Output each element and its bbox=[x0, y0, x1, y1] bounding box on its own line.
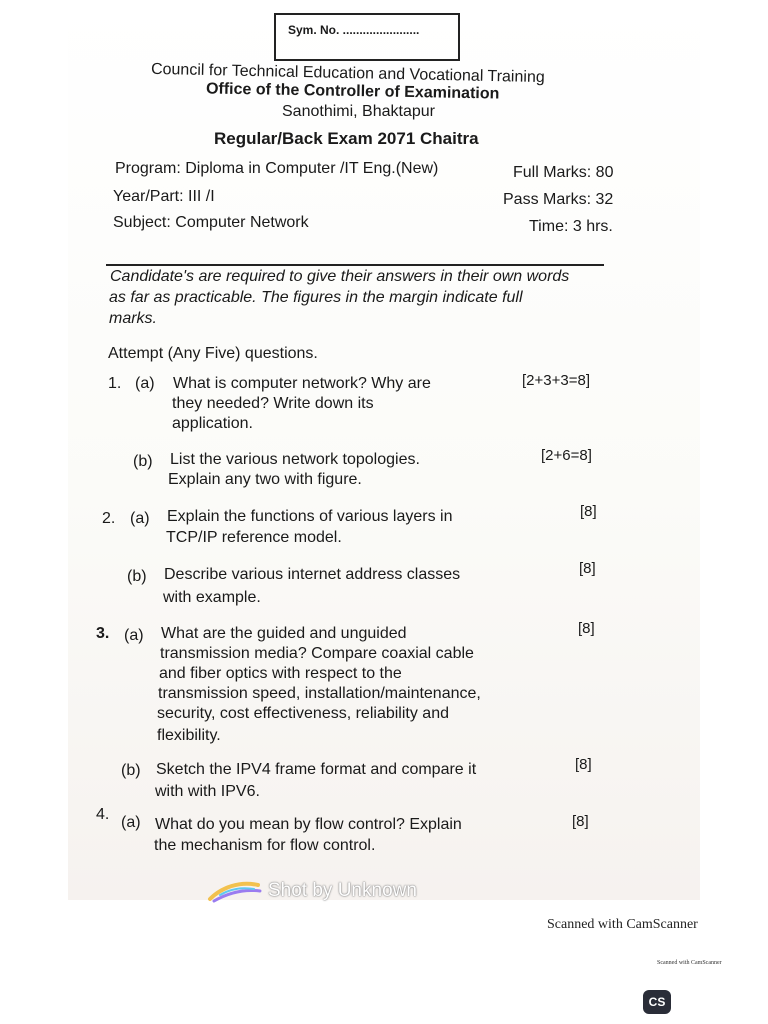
scanner-credit-small: Scanned with CamScanner bbox=[657, 960, 722, 966]
question-number: 1. bbox=[108, 375, 122, 392]
question-text: List the various network topologies. bbox=[170, 451, 420, 468]
attempt-instruction: Attempt (Any Five) questions. bbox=[108, 345, 318, 362]
question-marks: [2+6=8] bbox=[541, 447, 592, 464]
question-text: the mechanism for flow control. bbox=[154, 837, 376, 854]
exam-title: Regular/Back Exam 2071 Chaitra bbox=[214, 129, 479, 148]
question-text: with with IPV6. bbox=[155, 783, 260, 800]
question-marks: [8] bbox=[580, 503, 597, 520]
watermark-text: Shot by Unknown bbox=[268, 880, 417, 901]
question-text: transmission speed, installation/maintenance, bbox=[158, 685, 481, 702]
instruction-line-1: Candidate's are required to give their answers in their own words bbox=[110, 268, 570, 285]
subject: Subject: Computer Network bbox=[113, 214, 309, 231]
question-text: with example. bbox=[163, 589, 261, 606]
subquestion-label: (a) bbox=[121, 814, 141, 831]
question-text: Sketch the IPV4 frame format and compare it bbox=[156, 761, 477, 778]
instruction-line-3: marks. bbox=[109, 310, 157, 327]
question-number: 3. bbox=[96, 625, 110, 642]
question-text: security, cost effectiveness, reliability and bbox=[157, 705, 449, 722]
question-text: What is computer network? Why are bbox=[173, 375, 431, 392]
subquestion-label: (b) bbox=[133, 453, 153, 470]
subquestion-label: (a) bbox=[124, 627, 144, 644]
location: Sanothimi, Bhaktapur bbox=[282, 103, 435, 120]
scanner-credit: Scanned with CamScanner bbox=[547, 917, 698, 932]
symbol-number-box bbox=[274, 13, 460, 61]
question-text: TCP/IP reference model. bbox=[166, 529, 342, 546]
program: Program: Diploma in Computer /IT Eng.(New) bbox=[115, 160, 439, 177]
instruction-line-2: as far as practicable. The figures in the margin indicate full bbox=[109, 289, 523, 306]
question-text: application. bbox=[172, 415, 253, 432]
pass-marks: Pass Marks: 32 bbox=[503, 191, 614, 208]
time: Time: 3 hrs. bbox=[529, 218, 613, 235]
council-name: Council for Technical Education and Vocational Training bbox=[150, 60, 545, 87]
question-text: What do you mean by flow control? Explain bbox=[155, 816, 462, 833]
question-marks: [2+3+3=8] bbox=[522, 372, 590, 389]
question-text: flexibility. bbox=[157, 727, 221, 744]
question-number: 4. bbox=[96, 806, 110, 823]
question-text: they needed? Write down its bbox=[172, 395, 374, 412]
camera-watermark bbox=[206, 877, 466, 905]
question-marks: [8] bbox=[572, 813, 589, 830]
camera-swirl-icon bbox=[206, 877, 266, 903]
subquestion-label: (a) bbox=[135, 375, 155, 392]
question-text: Explain any two with figure. bbox=[168, 471, 362, 488]
question-marks: [8] bbox=[575, 756, 592, 773]
question-text: What are the guided and unguided bbox=[161, 625, 407, 642]
subquestion-label: (a) bbox=[130, 510, 150, 527]
year-part: Year/Part: III /I bbox=[113, 188, 215, 205]
question-text: and fiber optics with respect to the bbox=[159, 665, 402, 682]
question-number: 2. bbox=[102, 510, 116, 527]
subquestion-label: (b) bbox=[121, 762, 141, 779]
question-text: Describe various internet address classes bbox=[164, 566, 461, 583]
office-name: Office of the Controller of Examination bbox=[205, 80, 500, 103]
question-text: Explain the functions of various layers in bbox=[167, 508, 453, 525]
question-marks: [8] bbox=[578, 620, 595, 637]
full-marks: Full Marks: 80 bbox=[513, 164, 614, 181]
question-marks: [8] bbox=[579, 560, 596, 577]
camscanner-logo-icon: CS bbox=[643, 990, 671, 1014]
question-text: transmission media? Compare coaxial cable bbox=[160, 645, 474, 662]
symbol-number-label: Sym. No. ....................... bbox=[288, 23, 420, 37]
subquestion-label: (b) bbox=[127, 568, 147, 585]
